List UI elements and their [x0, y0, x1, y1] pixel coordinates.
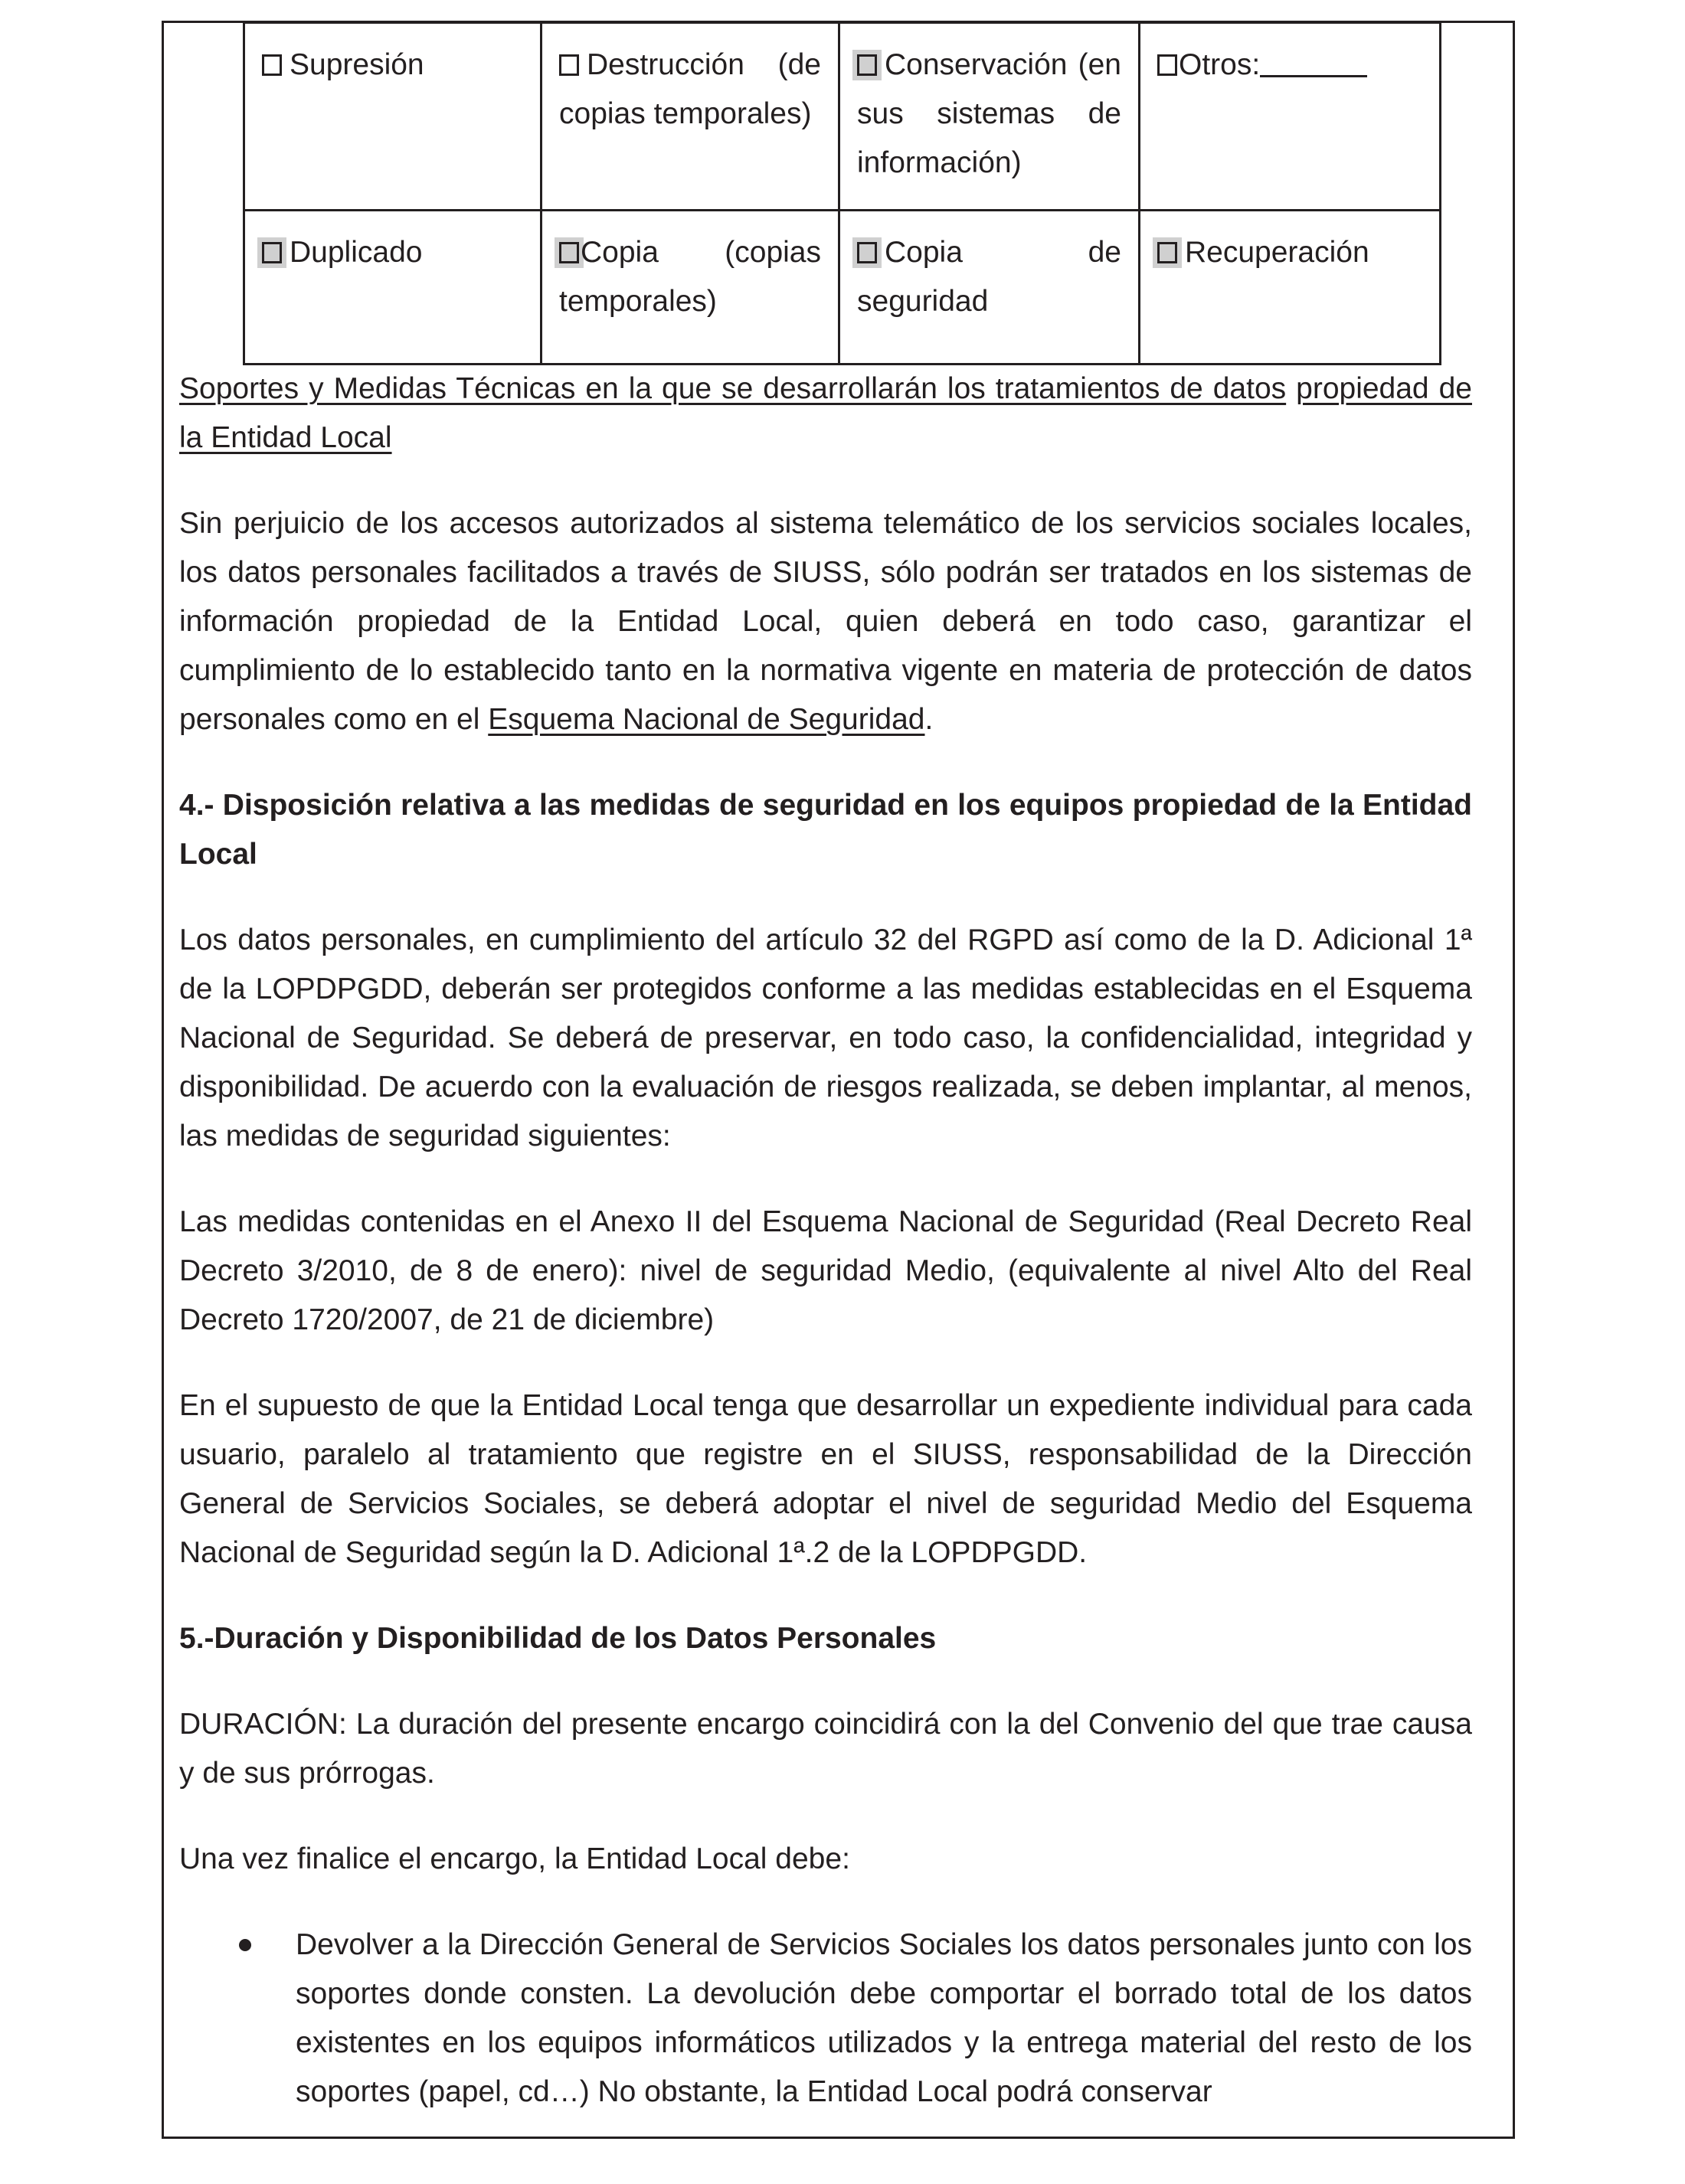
checkbox-conservacion[interactable]	[857, 54, 877, 76]
checkbox-recuperacion[interactable]	[1157, 242, 1177, 263]
section-5-bullet-list	[179, 1921, 1472, 2117]
document-body	[179, 365, 1472, 2117]
ens-link[interactable]: Esquema Nacional de Seguridad	[488, 703, 925, 736]
soportes-period: .	[924, 703, 934, 736]
table-cell-destruccion	[541, 23, 839, 211]
section-4-paragraph-2: Las medidas contenidas en el Anexo II del Esquema Nacional de Seguridad (Real Decreto Real Decreto 3/2010, de 8 de enero): nivel de seguridad Medio, (equivalente al nivel Alto del Real Decreto 1720/2007, de 21 de diciembre)	[179, 1205, 1472, 1336]
section-4-paragraph-1: Los datos personales, en cumplimiento del artículo 32 del RGPD así como de la D. Adicional 1ª de la LOPDPGDD, deberán ser protegidos conforme a las medidas establecidas en el Esquema Nacional de Seguridad. Se deberá de preservar, en todo caso, la confidencialidad, integridad y disponibilidad. De acuerdo con la evaluación de riesgos realizada, se deben implantar, al menos, las medidas de seguridad siguientes:	[179, 924, 1472, 1152]
checkbox-destruccion[interactable]	[559, 54, 579, 76]
table-cell-conservacion	[839, 23, 1140, 211]
checkbox-label: Duplicado	[290, 236, 423, 269]
checkbox-label: Copia (copias temporales)	[559, 236, 821, 318]
checkbox-duplicado[interactable]	[262, 242, 282, 263]
checkbox-copia-temporales[interactable]	[559, 242, 579, 263]
checkbox-supresion[interactable]	[262, 54, 282, 76]
checkbox-label: Copia de seguridad	[857, 236, 1121, 318]
soportes-text: Sin perjuicio de los accesos autorizados al sistema telemático de los servicios sociales locales, los datos personales facilitados a través de SIUSS, sólo podrán ser tratados en los sistemas de información propiedad de la Entidad Local, quien deberá en todo caso, garantizar el cumplimiento de lo establecido tanto en la normativa vigente en materia de protección de datos personales como en el	[179, 507, 1472, 736]
checkbox-label: Otros:	[1179, 48, 1261, 81]
table-row	[244, 23, 1441, 211]
otros-blank-field[interactable]	[1260, 52, 1367, 77]
soportes-paragraph	[179, 499, 1472, 744]
table-cell-otros	[1140, 23, 1441, 211]
section-5-heading: 5.-Duración y Disponibilidad de los Datos Personales	[179, 1622, 937, 1655]
list-item	[179, 1921, 1472, 2117]
checkbox-label: Conservación (en sus sistemas de información)	[857, 48, 1121, 179]
bullet-icon	[239, 1939, 251, 1951]
checkbox-copia-seguridad[interactable]	[857, 242, 877, 263]
soportes-title-part2: propiedad de la Entidad Local	[179, 372, 1472, 454]
table-cell-copia-temporales	[541, 211, 839, 365]
checkbox-label: Supresión	[290, 48, 424, 81]
table-cell-copia-seguridad	[839, 211, 1140, 365]
table-cell-duplicado	[244, 211, 541, 365]
table-cell-recuperacion	[1140, 211, 1441, 365]
checkbox-otros[interactable]	[1157, 54, 1177, 76]
section-4-heading: 4.- Disposición relativa a las medidas de seguridad en los equipos propiedad de la Entidad Local	[179, 789, 1472, 871]
checkbox-label: Destrucción (de copias temporales)	[559, 48, 821, 130]
processing-operations-table	[243, 21, 1441, 365]
soportes-title-part1: Soportes y Medidas Técnicas en la que se desarrollarán los tratamientos de datos	[179, 372, 1287, 405]
table-cell-supresion	[244, 23, 541, 211]
table-row	[244, 211, 1441, 365]
section-4-paragraph-3: En el supuesto de que la Entidad Local tenga que desarrollar un expediente individual para cada usuario, paralelo al tratamiento que registre en el SIUSS, responsabilidad de la Dirección General de Servicios Sociales, se deberá adoptar el nivel de seguridad Medio del Esquema Nacional de Seguridad según la D. Adicional 1ª.2 de la LOPDPGDD.	[179, 1389, 1472, 1569]
checkbox-label: Recuperación	[1185, 236, 1369, 269]
soportes-title	[179, 365, 1472, 463]
section-5-paragraph-2: Una vez finalice el encargo, la Entidad Local debe:	[179, 1842, 850, 1875]
section-5-paragraph-1: DURACIÓN: La duración del presente encargo coincidirá con la del Convenio del que trae causa y de sus prórrogas.	[179, 1708, 1472, 1790]
list-item-text: Devolver a la Dirección General de Servicios Sociales los datos personales junto con los soportes donde consten. La devolución debe comportar el borrado total de los datos existentes en los equipos informáticos utilizados y la entrega material del resto de los soportes (papel, cd…) No obstante, la Entidad Local podrá conservar	[296, 1928, 1472, 2108]
